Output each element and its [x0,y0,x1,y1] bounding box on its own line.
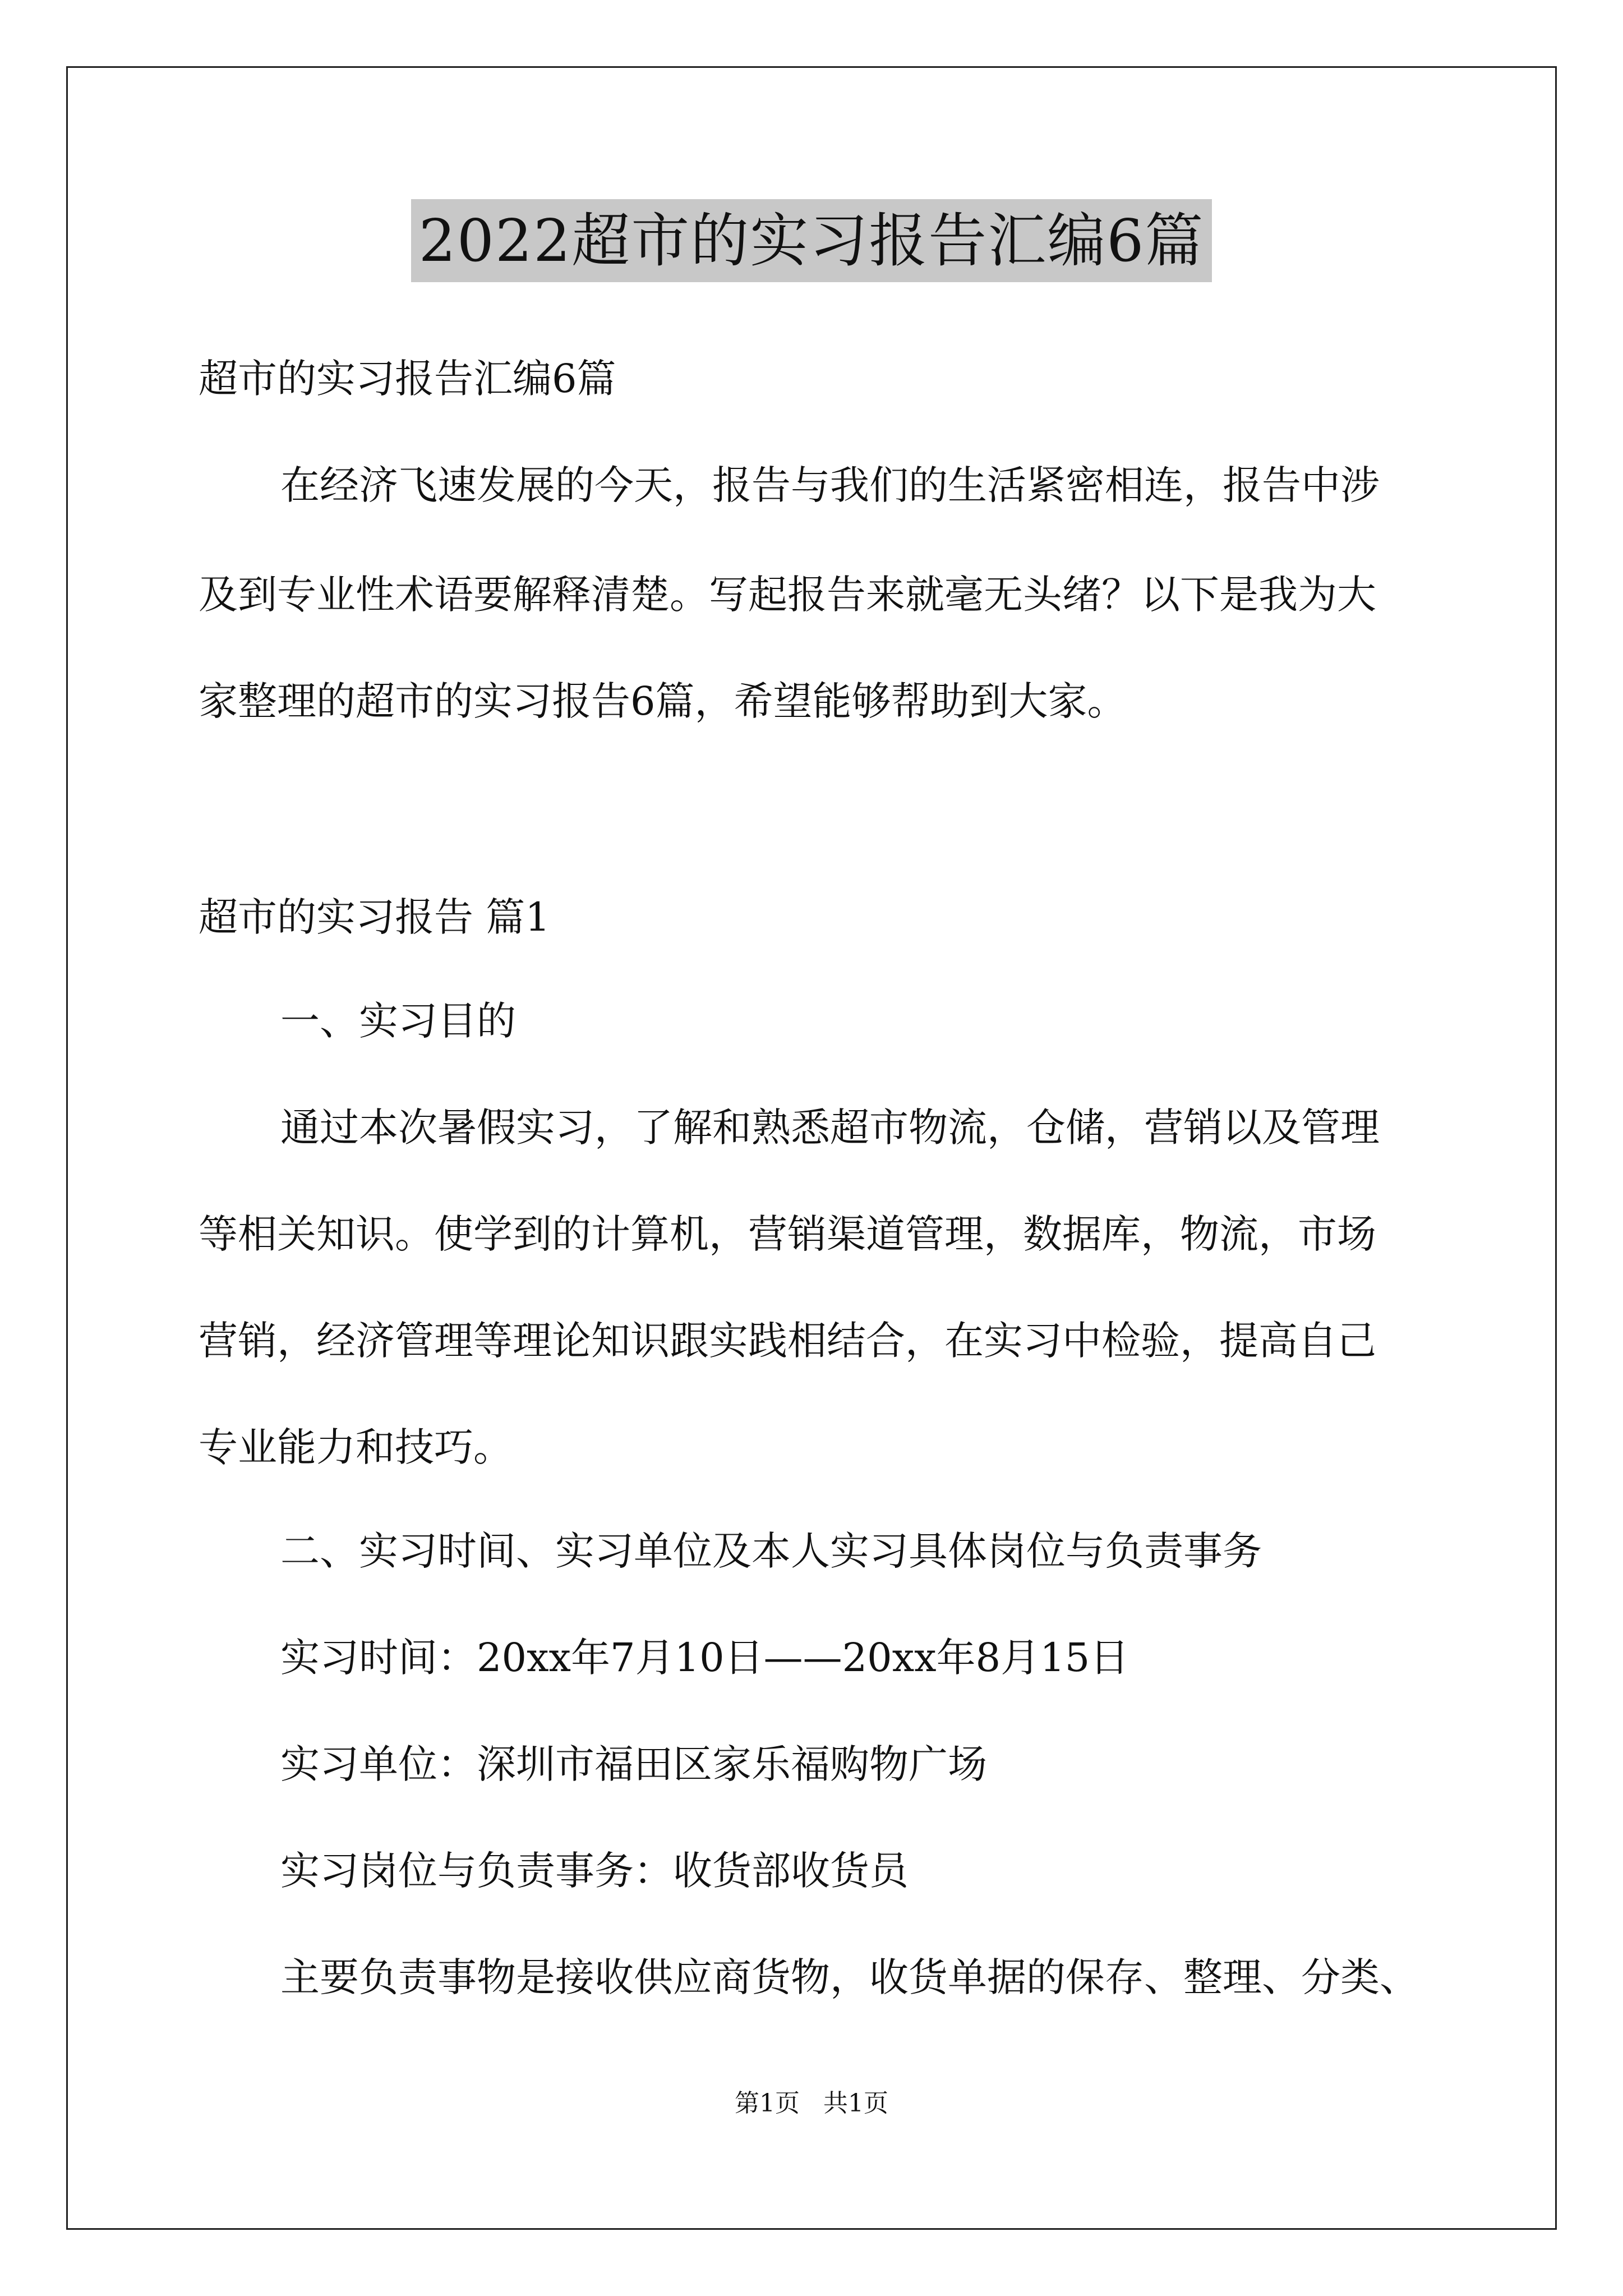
body-line: 专业能力和技巧。 [199,1424,513,1470]
document-title: 2022超市的实习报告汇编6篇 [411,199,1212,282]
body-line: 通过本次暑假实习，了解和熟悉超市物流，仓储，营销以及管理 [280,1105,1380,1151]
page-footer: 第1页 共1页 [735,2089,888,2118]
body-line: 实习时间：20xx年7月10日——20xx年8月15日 [280,1635,1129,1681]
body-line: 实习岗位与负责事务：收货部收货员 [280,1848,909,1894]
body-line: 在经济飞速发展的今天，报告与我们的生活紧密相连，报告中涉 [280,462,1380,508]
title-container [0,199,1623,282]
body-line: 等相关知识。使学到的计算机，营销渠道管理，数据库，物流，市场 [199,1211,1376,1257]
body-line: 家整理的超市的实习报告6篇，希望能够帮助到大家。 [199,678,1127,724]
subsection-heading: 一、实习目的 [280,998,516,1044]
body-line: 营销，经济管理等理论知识跟实践相结合，在实习中检验，提高自己 [199,1318,1376,1364]
subtitle-line: 超市的实习报告汇编6篇 [199,356,616,402]
body-line: 主要负责事物是接收供应商货物，收货单据的保存、整理、分类、 [280,1954,1419,2000]
body-line: 实习单位：深圳市福田区家乐福购物广场 [280,1741,987,1787]
body-line: 及到专业性术语要解释清楚。写起报告来就毫无头绪？以下是我为大 [199,572,1376,618]
section-heading: 超市的实习报告 篇1 [199,894,550,940]
subsection-heading: 二、实习时间、实习单位及本人实习具体岗位与负责事务 [280,1528,1262,1574]
